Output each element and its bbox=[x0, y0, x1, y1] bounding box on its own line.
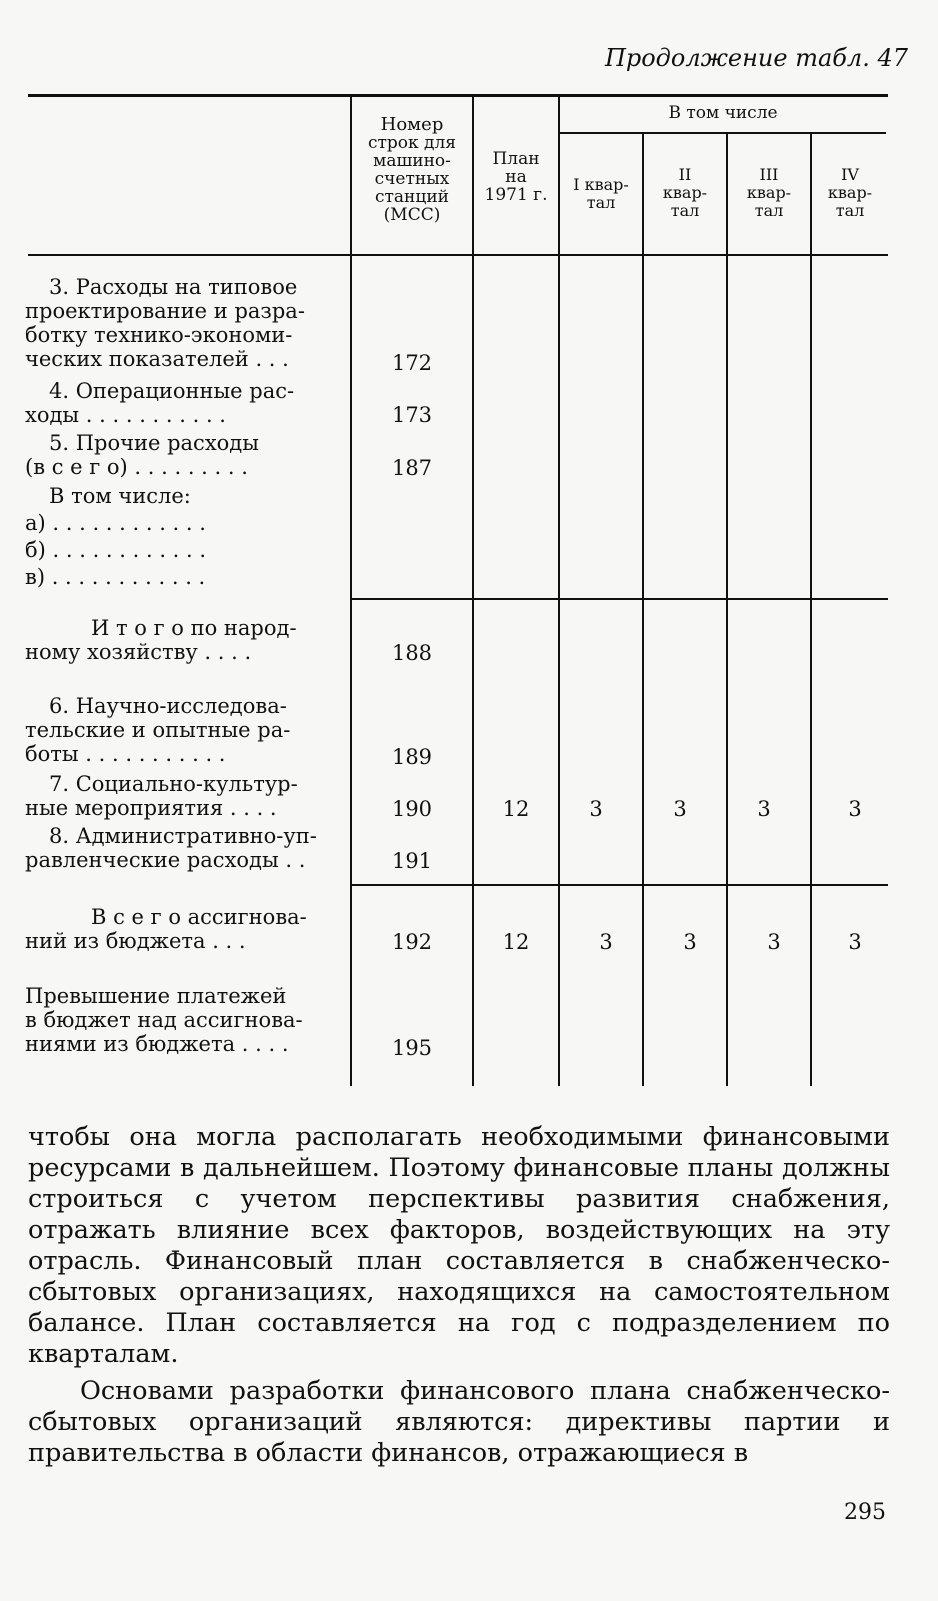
header-quarter-line: I квар- bbox=[573, 175, 629, 194]
paragraph-1: чтобы она могла располагать необходимыми финансовыми ресурсами в дальнейшем. Поэтому финансовые планы должны строиться с учетом перспективы развития снабжения, отражать влияние всех факторов, воздействующих на эту отрасль. Финансовый план составляется в снабженческо-сбытовых организациях, находящихся на самостоятельном балансе. План составляется на год с подразделением по кварталам. bbox=[28, 1122, 890, 1369]
section-rule-1 bbox=[350, 598, 888, 600]
col-divider-3 bbox=[558, 96, 560, 1086]
row-7-plan: 12 bbox=[502, 797, 530, 821]
label-line: 7. Социально-культур- bbox=[49, 772, 298, 796]
row-7-q1: 3 bbox=[589, 797, 603, 821]
label-line: боты . . . . . . . . . . . bbox=[25, 742, 226, 766]
section-rule-2 bbox=[350, 884, 888, 886]
header-including: В том числе bbox=[668, 103, 778, 123]
row-4-label bbox=[25, 379, 343, 427]
label-line: 8. Административно-уп- bbox=[49, 824, 317, 848]
row-5-label bbox=[25, 431, 343, 479]
label-line: проектирование и разра- bbox=[25, 299, 305, 323]
row-8-code: 191 bbox=[391, 849, 433, 873]
header-quarter-line: III bbox=[759, 165, 779, 184]
row-7-q3: 3 bbox=[757, 797, 771, 821]
header-mcc-line: станций bbox=[375, 187, 449, 207]
paragraph-2: Основами разработки финансового плана снабженческо-сбытовых организаций являются: директивы партии и правительства в области финансов, отражающиеся в bbox=[28, 1376, 890, 1468]
label-line: тельские и опытные ра- bbox=[25, 718, 291, 742]
total-budget-q1: 3 bbox=[599, 930, 613, 954]
excess-code: 195 bbox=[391, 1036, 433, 1060]
header-quarter-line: квар- bbox=[746, 183, 792, 202]
total-economy-label bbox=[25, 616, 343, 664]
header-plan-line: на bbox=[505, 167, 527, 187]
row-7-code: 190 bbox=[391, 797, 433, 821]
label-line: в бюджет над ассигнова- bbox=[25, 1008, 303, 1032]
col-divider-5 bbox=[726, 133, 728, 1086]
header-mcc bbox=[352, 116, 472, 224]
label-line: ному хозяйству . . . . bbox=[25, 640, 252, 664]
label-line: ные мероприятия . . . . bbox=[25, 796, 277, 820]
col-divider-4 bbox=[642, 133, 644, 1086]
table-caption: Продолжение табл. 47 bbox=[604, 44, 908, 72]
header-quarter-3 bbox=[728, 166, 810, 220]
row-6-code: 189 bbox=[391, 745, 433, 769]
header-mcc-line: счетных bbox=[374, 169, 450, 189]
label-line: ходы . . . . . . . . . . . bbox=[25, 403, 226, 427]
header-quarter-line: IV bbox=[841, 165, 859, 184]
total-budget-plan: 12 bbox=[502, 930, 530, 954]
row-7-q2: 3 bbox=[673, 797, 687, 821]
header-plan bbox=[474, 150, 558, 204]
header-mcc-line: машино- bbox=[373, 151, 451, 171]
header-mcc-line: (МСС) bbox=[383, 205, 441, 225]
label-line: И т о г о по народ- bbox=[91, 616, 297, 640]
total-budget-q3: 3 bbox=[767, 930, 781, 954]
row-7-q4: 3 bbox=[848, 797, 862, 821]
including-rule bbox=[558, 132, 886, 134]
label-line: равленческие расходы . . bbox=[25, 848, 306, 872]
label-line: (в с е г о) . . . . . . . . . bbox=[25, 455, 248, 479]
label-line: ботку технико-экономи- bbox=[25, 323, 293, 347]
label-line: 5. Прочие расходы bbox=[49, 431, 259, 455]
body-text bbox=[28, 1122, 890, 1469]
header-quarter-line: II bbox=[678, 165, 692, 184]
header-bottom-rule bbox=[28, 254, 888, 256]
total-economy-code: 188 bbox=[391, 641, 433, 665]
row-3-code: 172 bbox=[391, 351, 433, 375]
row-7-label bbox=[25, 772, 343, 820]
header-quarter-line: квар- bbox=[827, 183, 873, 202]
label-line: 6. Научно-исследова- bbox=[49, 694, 287, 718]
header-mcc-line: Номер bbox=[380, 114, 444, 135]
total-budget-code: 192 bbox=[391, 930, 433, 954]
header-quarter-line: тал bbox=[670, 201, 700, 220]
row-4-code: 173 bbox=[391, 403, 433, 427]
row-5-sub-b: б) . . . . . . . . . . . . bbox=[25, 538, 207, 562]
label-line: 3. Расходы на типовое bbox=[49, 275, 298, 299]
total-budget-label bbox=[25, 905, 343, 953]
header-quarter-1 bbox=[560, 176, 642, 212]
header-quarter-4 bbox=[812, 166, 888, 220]
header-quarter-line: тал bbox=[835, 201, 865, 220]
total-budget-q2: 3 bbox=[683, 930, 697, 954]
header-plan-line: План bbox=[492, 149, 540, 169]
label-line: В с е г о ассигнова- bbox=[91, 905, 307, 929]
row-5-sub-a: а) . . . . . . . . . . . . bbox=[25, 511, 206, 535]
header-quarter-line: тал bbox=[586, 193, 616, 212]
label-line: ний из бюджета . . . bbox=[25, 929, 246, 953]
label-line: 4. Операционные рас- bbox=[49, 379, 295, 403]
row-8-label bbox=[25, 824, 343, 872]
header-quarter-2 bbox=[644, 166, 726, 220]
excess-label bbox=[25, 984, 343, 1056]
label-line: ниями из бюджета . . . . bbox=[25, 1032, 289, 1056]
header-mcc-line: строк для bbox=[367, 133, 457, 153]
row-5-sub-c: в) . . . . . . . . . . . . bbox=[25, 565, 206, 589]
row-3-label bbox=[25, 275, 343, 371]
label-line: ческих показателей . . . bbox=[25, 347, 289, 371]
label-line: Превышение платежей bbox=[25, 984, 287, 1008]
table-top-rule bbox=[28, 94, 888, 97]
page-number: 295 bbox=[844, 1500, 886, 1525]
header-quarter-line: тал bbox=[754, 201, 784, 220]
header-plan-line: 1971 г. bbox=[484, 185, 548, 205]
row-5-code: 187 bbox=[391, 456, 433, 480]
header-quarter-line: квар- bbox=[662, 183, 708, 202]
row-6-label bbox=[25, 694, 343, 766]
row-5-including: В том числе: bbox=[49, 484, 191, 508]
total-budget-q4: 3 bbox=[848, 930, 862, 954]
